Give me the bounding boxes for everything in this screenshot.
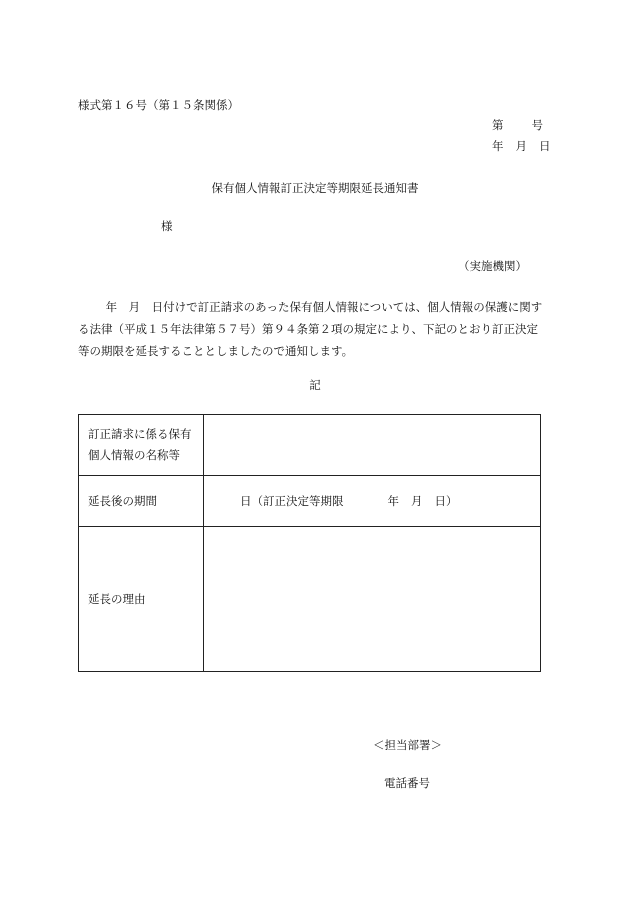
table-row <box>79 527 541 672</box>
date-month: 月 <box>515 139 527 153</box>
document-number <box>492 117 543 133</box>
implementing-agency: （実施機関） <box>458 259 527 273</box>
body-paragraph: 年 月 日付けで訂正請求のあった保有個人情報については、個人情報の保護に関する法律（平成１５年法律第５７号）第９４条第２項の規定により、下記のとおり訂正決定等の期限を延長することとしましたので通知します。 <box>78 300 543 358</box>
date-day: 日 <box>539 139 551 153</box>
info-table <box>78 414 541 672</box>
extended-period-label: 延長後の期間 <box>79 476 204 527</box>
table-row <box>79 476 541 527</box>
number-prefix: 第 <box>492 118 504 132</box>
form-number: 様式第１６号（第１５条関係） <box>78 98 239 112</box>
extension-reason-value <box>204 527 541 672</box>
table-row <box>79 415 541 476</box>
phone-label: 電話番号 <box>384 776 430 790</box>
extended-period-value: 日（訂正決定等期限 年 月 日） <box>204 476 541 527</box>
date-year: 年 <box>492 139 504 153</box>
number-suffix: 号 <box>531 118 543 132</box>
document-title: 保有個人情報訂正決定等期限延長通知書 <box>211 181 419 195</box>
ki-heading: 記 <box>309 378 321 392</box>
department-label: ＜担当部署＞ <box>373 738 442 752</box>
document-date <box>492 138 551 154</box>
recipient-suffix: 様 <box>161 219 173 233</box>
extension-reason-label: 延長の理由 <box>79 527 204 672</box>
info-name-label: 訂正請求に係る保有個人情報の名称等 <box>79 415 204 476</box>
info-name-value <box>204 415 541 476</box>
